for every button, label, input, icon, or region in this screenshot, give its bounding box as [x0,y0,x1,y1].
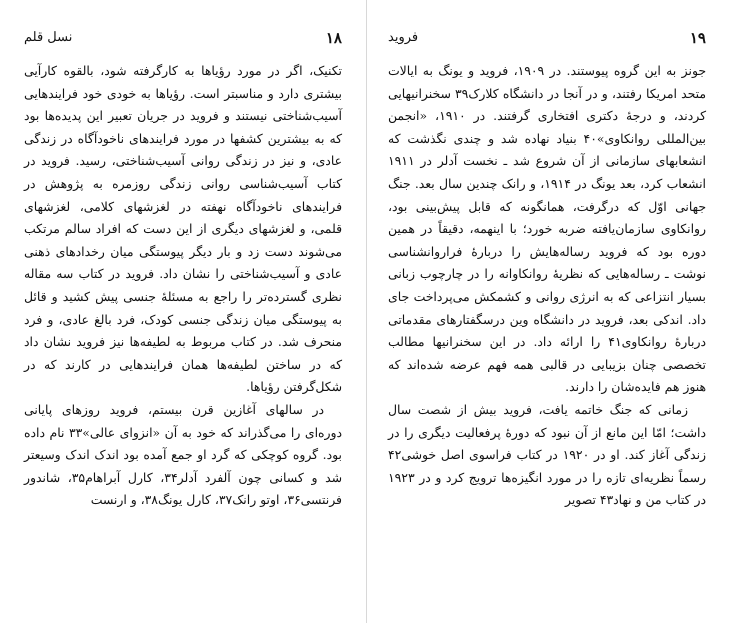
paragraph: در سالهای آغازین قرن بیستم، فروید روزهای پایانی دوره‌ای را می‌گذراند که خود به آن «انزوای عالی»۳۳ نام داده بود. گروه کوچکی که گرد او جمع آمده بود اندک اندک وسیعتر شد و کسانی چون آلفرد آدلر۳۴، کارل آبراهام۳۵، شاندور فرنتسی۳۶، اوتو رانک۳۷، کارل یونگ۳۸، و ارنست [24,401,343,508]
running-title: فروید [388,30,419,45]
running-title: نسل قلم [24,30,73,45]
left-page-header [24,28,342,52]
paragraph: زمانی که جنگ خاتمه یافت، فروید بیش از شصت سال داشت؛ امّا این مانع از آن نبود که دورهٔ پرفعالیت دیگری را در زندگی آغاز کند. او در ۱۹۲۰ در کتاب فراسوی اصل خوشی۴۲ رسماً نظریه‌ای تازه را در مورد انگیزه‌ها ترویج کرد و در ۱۹۲۳ در کتاب من و نهاد۴۳ تصویر [388,401,706,508]
right-page-header [388,28,706,52]
right-page [366,0,732,623]
paragraph: تکنیک، اگر در مورد رؤیاها به کارگرفته شود، بالقوه کارآیی بیشتری دارد و مناسبتر است. رؤیاها به خودی خود فرایندهایی آسیب‌شناختی نیستند و فروید در جریان تعبیر این پدیده‌ها بود که به بیشترین کشفها در مورد فرایندهای ناخودآگاه در زندگی عادی، و نیز در زندگی روانی آسیب‌شناختی، رسید. فروید در کتاب آسیب‌شناسی روانی زندگی روزمره به پژوهش در فرایندهای ناخودآگاه نهفته در لغزشهای کلامی، لغزشهای قلمی، و لغزشهای دیگری از این دست که افراد سالم مرتکب می‌شوند دست زد و بار دیگر پیوستگی میان رخدادهای ذهنی عادی و آسیب‌شناختی را نشان داد. فروید در کتاب سه مقاله نظری گسترده‌تر را راجع به مسئلهٔ جنسی پیش کشید و قائل به پیوستگی میان زندگی جنسی کودک، فرد بالغ عادی، و فرد منحرف شد. در کتاب مربوط به لطیفه‌ها نیز فروید نشان داد که در ساختن لطیفه‌ها همان فرایندهایی در کارند که در شکل‌گرفتن رؤیاها. [24,63,342,395]
paragraph: جونز به این گروه پیوستند. در ۱۹۰۹، فروید و یونگ به ایالات متحد امریکا رفتند، و در آنجا در دانشگاه کلارک۳۹ سخنرانیهایی کردند، و درجهٔ دکتری افتخاری گرفتند. در ۱۹۱۰، «انجمن بین‌المللی روانکاوی»۴۰ بنیاد نهاده شد و چندی نگذشت که انشعابهای سازمانی از آن شروع شد ـ نخست آدلر در ۱۹۱۱ انشعاب کرد، بعد یونگ در ۱۹۱۴، و رانک چندین سال بعد. جنگ جهانی اوّل که درگرفت، همانگونه که قابل پیش‌بینی بود، روانکاوی سازمان‌یافته ضربه خورد؛ با اینهمه، دقیقاً در همین دوره بود که فروید رساله‌هایش را دربارهٔ فراروانشناسی نوشت ـ رساله‌هایی که نظریهٔ روانکاوانه را در چارچوب زبانی بسیار انتزاعی که به انرژی روانی و کشمکش می‌پرداخت جای داد. اندکی بعد، فروید در دانشگاه وین درسگفتارهای مقدماتی دربارهٔ روانکاوی۴۱ را ارائه داد. در این سخنرانیها مطالب تخصصی چنان بزیبایی در قالبی همه فهم عرضه شده‌اند که هنوز هم فایده‌شان را دارند. [388,63,707,395]
right-page-body [388,60,706,512]
page-number: ۱۸ [325,29,342,47]
left-page-body [24,60,342,512]
page-number: ۱۹ [689,29,706,47]
